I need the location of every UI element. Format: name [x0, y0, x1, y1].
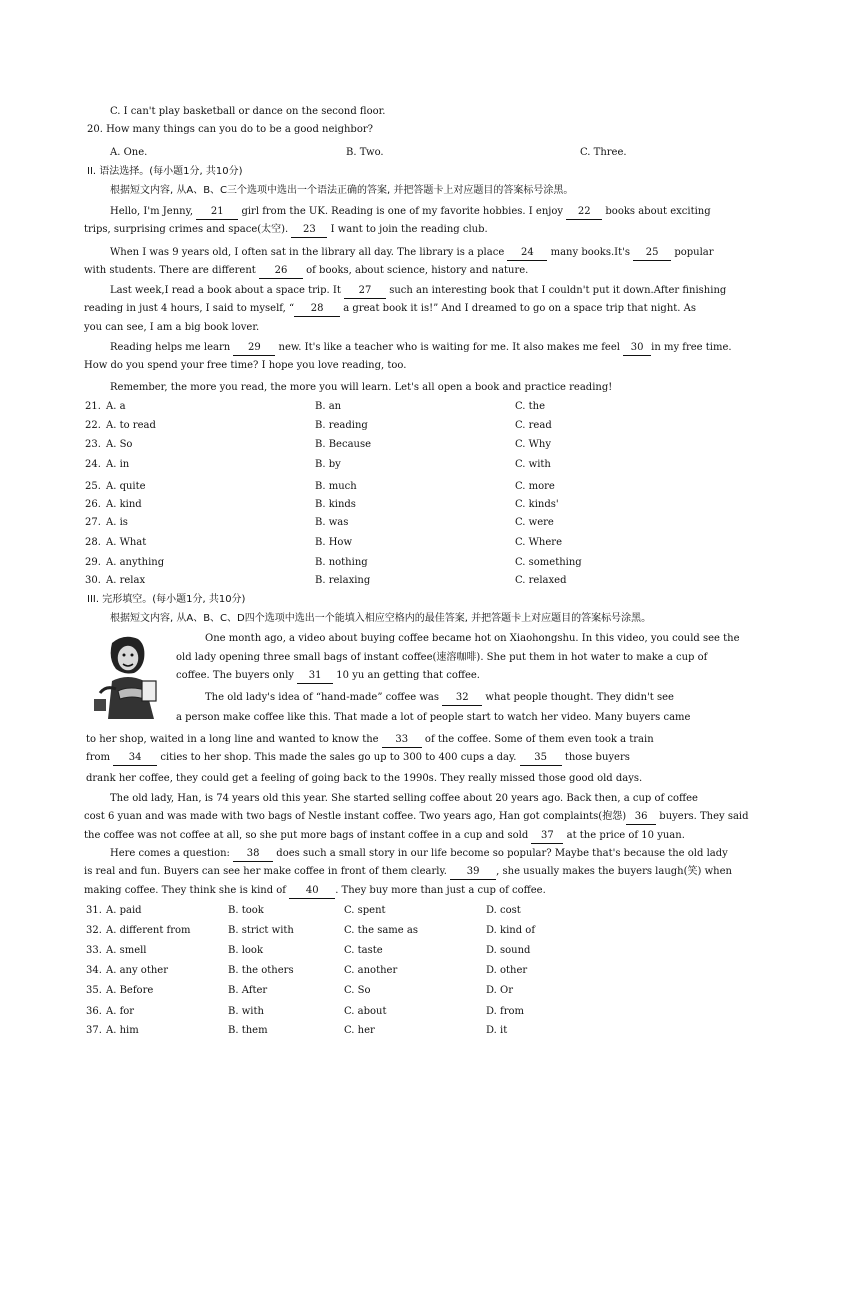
s3-q37-option-c: C. her — [344, 1025, 375, 1036]
text: trips, surprising crimes and space(太空). — [84, 224, 292, 235]
s2-q21-option-a: A. a — [106, 401, 126, 412]
s2-q29-option-c: C. something — [515, 557, 582, 568]
s3-q34-option-a: A. any other — [106, 965, 168, 976]
s3-line-7 — [86, 751, 630, 766]
s3-q33-question-number: 33. — [86, 945, 102, 956]
blank-32: 32 — [442, 691, 482, 706]
s2-q28-question-number: 28. — [85, 537, 101, 548]
text: coffee. The buyers only — [176, 670, 298, 681]
text: When I was 9 years old, I often sat in the library all day. The library is a place — [110, 247, 508, 258]
s2-q25-option-c: C. more — [515, 481, 555, 492]
s2-q27-option-a: A. is — [106, 517, 128, 528]
s2-q23-option-b: B. Because — [315, 439, 372, 450]
s3-q35-question-number: 35. — [86, 985, 102, 996]
s3-q36-option-d: D. from — [486, 1006, 525, 1017]
s2-p2-line2 — [84, 264, 528, 279]
s3-line-12 — [110, 847, 728, 862]
text: with students. There are different — [84, 265, 259, 276]
s2-q24-option-a: A. in — [106, 459, 130, 470]
s2-q22-question-number: 22. — [85, 420, 101, 431]
s2-p4-line2: How do you spend your free time? I hope you love reading, too. — [84, 360, 407, 371]
s3-q37-option-b: B. them — [228, 1025, 268, 1036]
s3-q31-option-b: B. took — [228, 905, 264, 916]
s3-line-13 — [84, 865, 732, 880]
q20-option-b: B. Two. — [346, 147, 384, 158]
blank-34: 34 — [113, 751, 157, 766]
s3-q37-option-a: A. him — [106, 1025, 139, 1036]
s3-q35-option-a: A. Before — [106, 985, 154, 996]
q20-option-a: A. One. — [110, 147, 148, 158]
text: a great book it is!” And I dreamed to go on a space trip that night. As — [340, 303, 696, 314]
blank-30: 30 — [623, 341, 651, 356]
s3-line-2: old lady opening three small bags of instant coffee(速溶咖啡). She put them in hot water to make a cup of — [176, 652, 708, 663]
blank-21: 21 — [196, 205, 238, 220]
s2-q23-option-c: C. Why — [515, 439, 552, 450]
s2-q27-option-b: B. was — [315, 517, 349, 528]
s3-line-10 — [84, 810, 749, 825]
s2-q23-option-a: A. So — [106, 439, 133, 450]
s3-q32-option-b: B. strict with — [228, 925, 294, 936]
s3-q32-question-number: 32. — [86, 925, 102, 936]
s3-q31-question-number: 31. — [86, 905, 102, 916]
s2-q29-option-a: A. anything — [106, 557, 165, 568]
blank-39: 39 — [450, 865, 496, 880]
s3-q36-option-a: A. for — [106, 1006, 135, 1017]
blank-24: 24 — [507, 246, 547, 261]
s3-line-11 — [84, 829, 685, 844]
text: Here comes a question: — [110, 848, 234, 859]
text: The old lady's idea of “hand-made” coffee was — [205, 692, 443, 703]
s3-q34-option-d: D. other — [486, 965, 528, 976]
section2-heading: II. 语法选择。(每小题1分, 共10分) — [87, 166, 243, 177]
coffee-lady-illustration — [94, 633, 166, 719]
blank-23: 23 — [291, 223, 327, 238]
s3-q35-option-b: B. After — [228, 985, 268, 996]
blank-25: 25 — [633, 246, 671, 261]
text: what people thought. They didn't see — [482, 692, 674, 703]
s2-p4-line1 — [110, 341, 732, 356]
s2-p1-line2 — [84, 223, 488, 238]
text: Last week,I read a book about a space trip. It — [110, 285, 345, 296]
s3-line-1: One month ago, a video about buying coffee became hot on Xiaohongshu. In this video, you could see the — [205, 633, 740, 644]
text: is real and fun. Buyers can see her make coffee in front of them clearly. — [84, 866, 451, 877]
blank-35: 35 — [520, 751, 562, 766]
s2-q24-option-b: B. by — [315, 459, 341, 470]
s3-q36-option-c: C. about — [344, 1006, 387, 1017]
s2-q30-question-number: 30. — [85, 575, 101, 586]
text: reading in just 4 hours, I said to myself, “ — [84, 303, 295, 314]
s2-q28-option-b: B. How — [315, 537, 353, 548]
text: cost 6 yuan and was made with two bags of Nestle instant coffee. Two years ago, Han got complaints(抱怨) — [84, 811, 627, 822]
s3-q37-option-d: D. it — [486, 1025, 508, 1036]
s3-q33-option-c: C. taste — [344, 945, 383, 956]
s3-q31-option-a: A. paid — [106, 905, 142, 916]
s2-p3-line1 — [110, 284, 726, 299]
s2-q28-option-a: A. What — [106, 537, 147, 548]
s2-q21-option-b: B. an — [315, 401, 342, 412]
s3-line-3 — [176, 669, 480, 684]
s3-q31-option-c: C. spent — [344, 905, 386, 916]
s2-q29-option-b: B. nothing — [315, 557, 368, 568]
text: to her shop, waited in a long line and wanted to know the — [86, 734, 382, 745]
section2-instruction: 根据短文内容, 从A、B、C三个选项中选出一个语法正确的答案, 并把答题卡上对应题目的答案标号涂黑。 — [110, 185, 574, 196]
s3-q33-option-a: A. smell — [106, 945, 147, 956]
s3-q36-option-b: B. with — [228, 1006, 264, 1017]
text: new. It's like a teacher who is waiting for me. It also makes me feel — [275, 342, 624, 353]
s2-p1-line1 — [110, 205, 711, 220]
s3-line-4 — [205, 691, 674, 706]
s3-q31-option-d: D. cost — [486, 905, 521, 916]
section3-instruction: 根据短文内容, 从A、B、C、D四个选项中选出一个能填入相应空格内的最佳答案, 并把答题卡上对应题目的答案标号涂黑。 — [110, 613, 652, 624]
s2-q22-option-a: A. to read — [106, 420, 156, 431]
s3-q35-option-d: D. Or — [486, 985, 513, 996]
text: I want to join the reading club. — [327, 224, 488, 235]
text: girl from the UK. Reading is one of my favorite hobbies. I enjoy — [238, 206, 567, 217]
s3-q34-question-number: 34. — [86, 965, 102, 976]
s3-q34-option-c: C. another — [344, 965, 398, 976]
s3-q32-option-c: C. the same as — [344, 925, 418, 936]
s2-q26-option-c: C. kinds' — [515, 499, 559, 510]
s2-q30-option-c: C. relaxed — [515, 575, 567, 586]
text: many books.It's — [547, 247, 634, 258]
s2-q30-option-a: A. relax — [106, 575, 146, 586]
blank-38: 38 — [233, 847, 273, 862]
text: books about exciting — [602, 206, 711, 217]
text: from — [86, 752, 114, 763]
text: those buyers — [561, 752, 630, 763]
text: the coffee was not coffee at all, so she put more bags of instant coffee in a cup and sold — [84, 830, 532, 841]
q20-stem: 20. How many things can you do to be a good neighbor? — [87, 124, 373, 135]
s2-q26-option-a: A. kind — [106, 499, 142, 510]
text: buyers. They said — [656, 811, 749, 822]
blank-28: 28 — [294, 302, 340, 317]
s2-q21-option-c: C. the — [515, 401, 546, 412]
s3-line-14 — [84, 884, 546, 899]
text: of books, about science, history and nature. — [302, 265, 529, 276]
blank-36: 36 — [626, 810, 656, 825]
blank-33: 33 — [382, 733, 422, 748]
s2-p3-line3: you can see, I am a big book lover. — [84, 322, 260, 333]
s2-q23-question-number: 23. — [85, 439, 101, 450]
text: . They buy more than just a cup of coffee. — [335, 885, 546, 896]
text: such an interesting book that I couldn't put it down.After finishing — [386, 285, 727, 296]
s2-q26-option-b: B. kinds — [315, 499, 356, 510]
s2-q21-question-number: 21. — [85, 401, 101, 412]
blank-37: 37 — [531, 829, 563, 844]
text: in my free time. — [651, 342, 732, 353]
s2-q27-question-number: 27. — [85, 517, 101, 528]
s2-q25-question-number: 25. — [85, 481, 101, 492]
s2-q24-option-c: C. with — [515, 459, 551, 470]
blank-31: 31 — [297, 669, 333, 684]
s2-p3-line2 — [84, 302, 696, 317]
s3-q33-option-b: B. look — [228, 945, 264, 956]
text: does such a small story in our life become so popular? Maybe that's because the old lady — [273, 848, 728, 859]
s3-q37-question-number: 37. — [86, 1025, 102, 1036]
blank-22: 22 — [566, 205, 602, 220]
q19-option-c: C. I can't play basketball or dance on the second floor. — [110, 106, 386, 117]
s2-q29-question-number: 29. — [85, 557, 101, 568]
section3-heading: III. 完形填空。(每小题1分, 共10分) — [87, 594, 246, 605]
s2-q22-option-c: C. read — [515, 420, 552, 431]
s3-q32-option-d: D. kind of — [486, 925, 536, 936]
s3-line-6 — [86, 733, 654, 748]
text: of the coffee. Some of them even took a train — [421, 734, 654, 745]
s2-q26-question-number: 26. — [85, 499, 101, 510]
text: 10 yu an getting that coffee. — [333, 670, 480, 681]
s3-q33-option-d: D. sound — [486, 945, 531, 956]
text: making coffee. They think she is kind of — [84, 885, 290, 896]
s3-line-5: a person make coffee like this. That made a lot of people start to watch her video. Many buyers came — [176, 712, 691, 723]
s2-q24-question-number: 24. — [85, 459, 101, 470]
blank-40: 40 — [289, 884, 335, 899]
text: Hello, I'm Jenny, — [110, 206, 197, 217]
text: , she usually makes the buyers laugh(笑) when — [496, 866, 732, 877]
s2-q25-option-b: B. much — [315, 481, 357, 492]
q20-option-c: C. Three. — [580, 147, 627, 158]
s2-q27-option-c: C. were — [515, 517, 554, 528]
s2-p5: Remember, the more you read, the more you will learn. Let's all open a book and practice reading! — [110, 382, 613, 393]
s3-q36-question-number: 36. — [86, 1006, 102, 1017]
s2-q22-option-b: B. reading — [315, 420, 368, 431]
text: at the price of 10 yuan. — [563, 830, 685, 841]
text: Reading helps me learn — [110, 342, 234, 353]
s3-line-9: The old lady, Han, is 74 years old this year. She started selling coffee about 20 years ago. Back then, a cup of coffee — [110, 793, 698, 804]
text: cities to her shop. This made the sales go up to 300 to 400 cups a day. — [157, 752, 520, 763]
s3-q34-option-b: B. the others — [228, 965, 294, 976]
blank-26: 26 — [259, 264, 303, 279]
s3-q35-option-c: C. So — [344, 985, 371, 996]
s2-p2-line1 — [110, 246, 714, 261]
blank-29: 29 — [233, 341, 275, 356]
s2-q25-option-a: A. quite — [106, 481, 146, 492]
text: popular — [671, 247, 714, 258]
s3-q32-option-a: A. different from — [106, 925, 191, 936]
s2-q28-option-c: C. Where — [515, 537, 562, 548]
s3-line-8: drank her coffee, they could get a feeling of going back to the 1990s. They really missed those good old days. — [86, 773, 643, 784]
s2-q30-option-b: B. relaxing — [315, 575, 371, 586]
blank-27: 27 — [344, 284, 386, 299]
